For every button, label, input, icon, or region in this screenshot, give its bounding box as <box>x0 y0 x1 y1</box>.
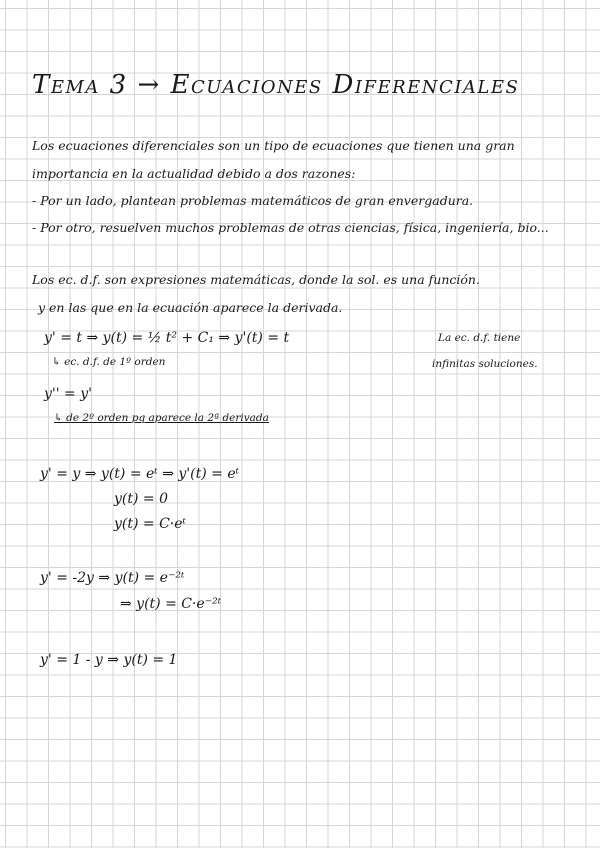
equation-5: y' = 1 - y ⇒ y(t) = 1 <box>40 652 178 668</box>
equation-2: y'' = y' <box>44 386 92 402</box>
intro-line-1: Los ecuaciones diferenciales son un tipo de ecuaciones que tienen una gran <box>32 138 515 153</box>
definition-line-2: y en las que en la ecuación aparece la derivada. <box>38 300 343 315</box>
equation-4-solution-2: ⇒ y(t) = C·e⁻²ᵗ <box>120 596 222 612</box>
side-note-line-2: infinitas soluciones. <box>432 358 538 370</box>
equation-2-note: ↳ de 2º orden pq aparece la 2ª derivada <box>54 412 269 424</box>
definition-line-1: Los ec. d.f. son expresiones matemáticas, donde la sol. es una función. <box>32 272 480 287</box>
intro-bullet-2: - Por otro, resuelven muchos problemas de otras ciencias, física, ingeniería, bio... <box>32 220 549 235</box>
intro-bullet-1: - Por un lado, plantean problemas matemáticos de gran envergadura. <box>32 193 474 208</box>
equation-3-solution-3: y(t) = C·eᵗ <box>114 516 186 532</box>
equation-1-note: ↳ ec. d.f. de 1º orden <box>52 356 166 368</box>
equation-3: y' = y ⇒ y(t) = eᵗ ⇒ y'(t) = eᵗ <box>40 466 240 482</box>
equation-1: y' = t ⇒ y(t) = ½ t² + C₁ ⇒ y'(t) = t <box>44 330 290 346</box>
equation-4: y' = -2y ⇒ y(t) = e⁻²ᵗ <box>40 570 185 586</box>
equation-3-solution-2: y(t) = 0 <box>114 491 168 507</box>
side-note-line-1: La ec. d.f. tiene <box>438 332 521 344</box>
page-title: Tema 3 → Ecuaciones Diferenciales <box>32 70 520 100</box>
intro-line-2: importancia en la actualidad debido a dos razones: <box>32 166 356 181</box>
